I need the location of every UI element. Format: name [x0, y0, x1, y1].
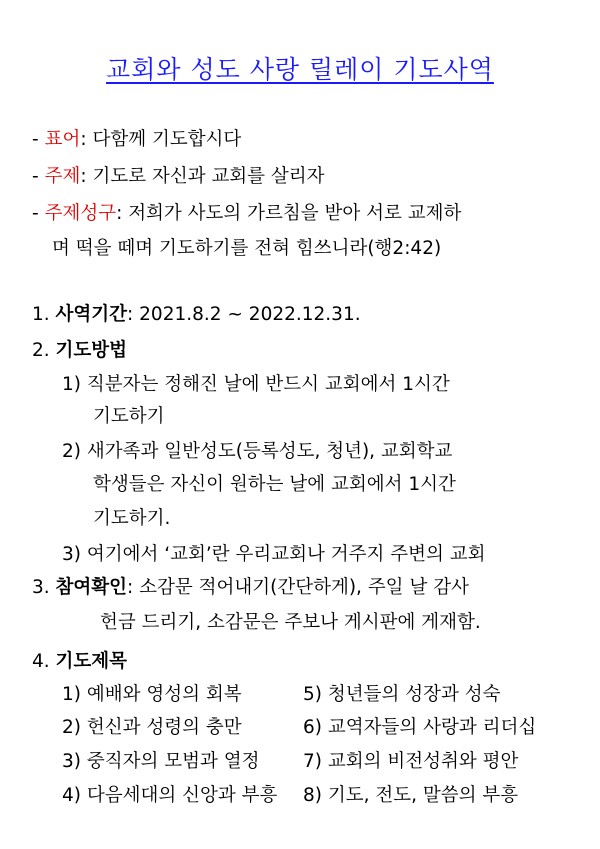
topic-item: 4) 다음세대의 신앙과 부흥 [62, 785, 278, 806]
topics-label: 기도제목 [55, 651, 128, 672]
motto-line: - 표어: 다함께 기도합시다 [32, 129, 242, 150]
method-item-3-line-1: 3) 여기에서 ‘교회’란 우리교회나 거주지 주변의 교회 [62, 544, 486, 565]
verse-line-2 [52, 237, 441, 261]
motto-text: 다함께 기도합시다 [92, 129, 242, 150]
topic-item: 3) 중직자의 모범과 열정 [62, 751, 260, 772]
topic-item: 2) 헌신과 성령의 충만 [62, 717, 242, 738]
method-item-2-line-1: 2) 새가족과 일반성도(등록성도, 청년), 교회학교 [62, 441, 453, 462]
method-item-2-line-3: 기도하기. [93, 508, 171, 529]
document-title: 교회와 성도 사랑 릴레이 기도사역 [106, 55, 494, 84]
period-line: 1. 사역기간: 2021.8.2 ~ 2022.12.31. [32, 304, 361, 325]
period-text: 2021.8.2 ~ 2022.12.31. [139, 304, 361, 325]
topic-item: 6) 교역자들의 사랑과 리더십 [303, 717, 537, 738]
verse-text-2: 며 떡을 떼며 기도하기를 전혀 힘쓰니라(행2:42) [52, 238, 442, 259]
topic-item: 7) 교회의 비전성취와 평안 [303, 751, 519, 772]
method-item-1-line-1: 1) 직분자는 정해진 날에 반드시 교회에서 1시간 [62, 374, 450, 395]
method-label: 기도방법 [55, 340, 128, 361]
topic-item: 1) 예배와 영성의 회복 [62, 684, 242, 705]
verse-line-1: - 주제성구: 저희가 사도의 가르침을 받아 서로 교제하 [32, 203, 462, 224]
confirm-line-2: 헌금 드리기, 소감문은 주보나 게시판에 게재함. [100, 612, 481, 633]
theme-line: - 주제: 기도로 자신과 교회를 살리자 [32, 166, 325, 187]
verse-label: 주제성구 [44, 203, 117, 224]
topics-heading: 4. 기도제목 [32, 651, 128, 672]
method-heading: 2. 기도방법 [32, 340, 128, 361]
confirm-line-1: 3. 참여확인: 소감문 적어내기(간단하게), 주일 날 감사 [32, 577, 469, 598]
theme-text: 기도로 자신과 교회를 살리자 [92, 166, 325, 187]
verse-text-1: 저희가 사도의 가르침을 받아 서로 교제하 [128, 203, 462, 224]
period-label: 사역기간 [55, 304, 128, 325]
topic-item: 8) 기도, 전도, 말씀의 부흥 [303, 785, 519, 806]
method-item-1-line-2: 기도하기 [93, 406, 165, 427]
topic-item: 5) 청년들의 성장과 성숙 [303, 684, 501, 705]
method-item-2-line-2: 학생들은 자신이 원하는 날에 교회에서 1시간 [93, 474, 456, 495]
motto-label: 표어 [44, 129, 81, 150]
confirm-label: 참여확인 [55, 577, 128, 598]
theme-label: 주제 [44, 166, 81, 187]
